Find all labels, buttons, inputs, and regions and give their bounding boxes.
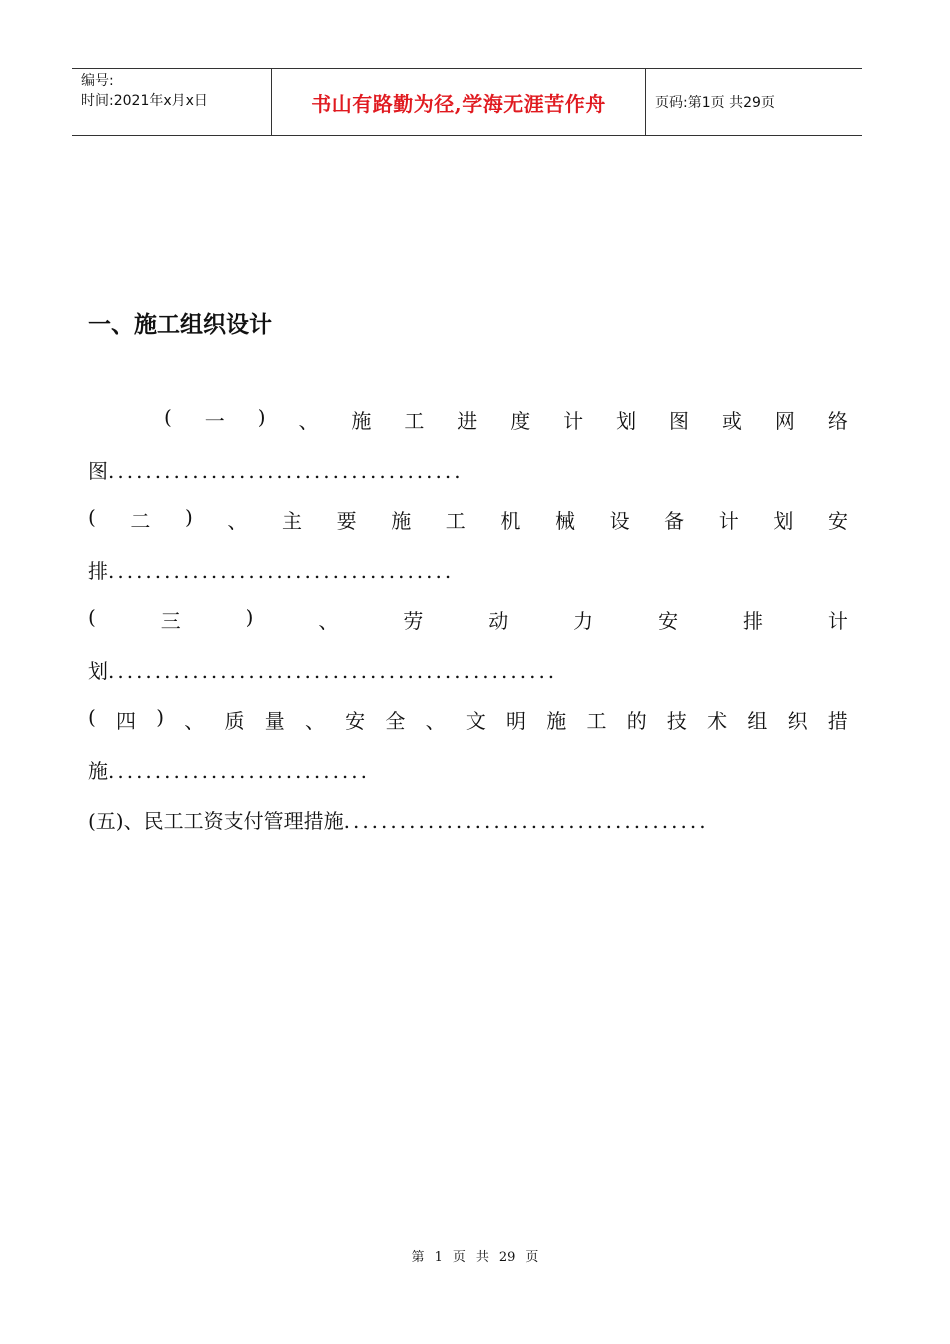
toc-item-2-dots: .....................................: [108, 559, 455, 583]
toc-char: 安: [345, 709, 366, 733]
toc-char: 二: [130, 509, 151, 533]
toc-char: 、: [318, 609, 339, 633]
toc-char: 组: [747, 709, 768, 733]
toc-char: 明: [506, 709, 527, 733]
toc-char: 动: [488, 609, 509, 633]
toc-item-4-tail: [88, 755, 370, 785]
toc-char: ): [185, 505, 193, 529]
toc-item-5-text: (五)、民工工资支付管理措施: [88, 809, 344, 833]
toc-char: 设: [609, 509, 630, 533]
toc-char: 的: [626, 709, 647, 733]
toc-char: 要: [336, 509, 357, 533]
footer-page-number: 1: [434, 1250, 443, 1265]
toc-char: (: [164, 405, 172, 429]
toc-item-1-dots: ......................................: [108, 459, 464, 483]
toc-char: 或: [721, 409, 742, 433]
toc-char: 措: [827, 709, 848, 733]
toc-char: 力: [573, 609, 594, 633]
toc-item-3-line: [88, 605, 848, 635]
toc-char: 计: [563, 409, 584, 433]
toc-char: 四: [116, 709, 137, 733]
motto: 书山有路勤为径,学海无涯苦作舟: [311, 91, 606, 116]
toc-char: 施: [351, 409, 372, 433]
toc-char: ): [257, 405, 266, 429]
toc-char: 量: [264, 709, 285, 733]
toc-char: 安: [827, 509, 848, 533]
toc-char: 备: [664, 509, 685, 533]
footer-ye: 页: [452, 1250, 466, 1265]
page-label: 页码:第1页 共29页: [655, 95, 775, 111]
section-heading: 一、施工组织设计: [88, 312, 272, 338]
page-number-cell: [646, 69, 862, 135]
toc-char: 劳: [403, 609, 424, 633]
toc-item-1-tail-text: 图: [88, 459, 108, 483]
toc-char: 工: [586, 709, 607, 733]
page-header: [72, 68, 862, 136]
toc-char: 施: [546, 709, 567, 733]
footer-total-pages: 29: [498, 1250, 516, 1265]
header-meta-cell: [72, 69, 272, 135]
toc-item-4-line: [88, 705, 848, 735]
toc-char: 、: [304, 709, 325, 733]
toc-char: 度: [510, 409, 531, 433]
toc-char: 、: [298, 409, 319, 433]
toc-char: 划: [773, 509, 794, 533]
toc-char: 机: [500, 509, 521, 533]
toc-char: 计: [718, 509, 739, 533]
toc-char: ): [156, 705, 165, 729]
toc-item-5-line: [88, 805, 709, 835]
toc-char: 术: [707, 709, 728, 733]
toc-char: 全: [385, 709, 406, 733]
toc-char: 质: [224, 709, 245, 733]
footer-ye2: 页: [525, 1250, 539, 1265]
toc-char: 三: [160, 609, 181, 633]
toc-char: 、: [184, 709, 205, 733]
toc-char: 工: [445, 509, 466, 533]
toc-char: 一: [204, 409, 225, 433]
toc-item-4-tail-text: 施: [88, 759, 108, 783]
toc-char: 织: [787, 709, 808, 733]
toc-item-3-dots: ................................................: [108, 659, 558, 683]
footer-gong: 共: [475, 1250, 489, 1265]
toc-char: 施: [391, 509, 412, 533]
toc-item-4-dots: ............................: [108, 759, 371, 783]
motto-cell: [272, 69, 646, 135]
toc-char: 图: [669, 409, 689, 433]
toc-item-3-tail: [88, 655, 557, 685]
page-footer: [0, 1246, 950, 1265]
toc-char: 网: [774, 409, 795, 433]
toc-item-2-line: [88, 505, 848, 535]
number-label: 编号:: [81, 73, 114, 89]
toc-char: 文: [465, 709, 486, 733]
toc-char: (: [88, 705, 96, 729]
toc-char: 安: [658, 609, 679, 633]
time-label: 时间:2021年x月x日: [81, 93, 208, 109]
toc-char: 计: [827, 609, 848, 633]
toc-char: 技: [666, 709, 687, 733]
toc-char: 、: [425, 709, 446, 733]
toc-item-1-line: [164, 405, 848, 435]
toc-item-3-tail-text: 划: [88, 659, 108, 683]
toc-char: ): [245, 605, 254, 629]
toc-char: 排: [743, 609, 763, 633]
toc-char: 主: [282, 509, 302, 533]
toc-item-1-tail: [88, 455, 464, 485]
toc-char: 划: [616, 409, 637, 433]
toc-char: 络: [827, 409, 848, 433]
toc-item-2-tail: [88, 555, 454, 585]
toc-char: (: [88, 605, 96, 629]
toc-item-5-dots: .......................................: [343, 809, 709, 833]
toc-char: 工: [404, 409, 425, 433]
toc-char: 械: [554, 509, 575, 533]
footer-di: 第: [411, 1250, 425, 1265]
toc-char: (: [88, 505, 96, 529]
toc-char: 、: [227, 509, 248, 533]
toc-char: 进: [457, 409, 478, 433]
toc-item-2-tail-text: 排: [88, 559, 108, 583]
